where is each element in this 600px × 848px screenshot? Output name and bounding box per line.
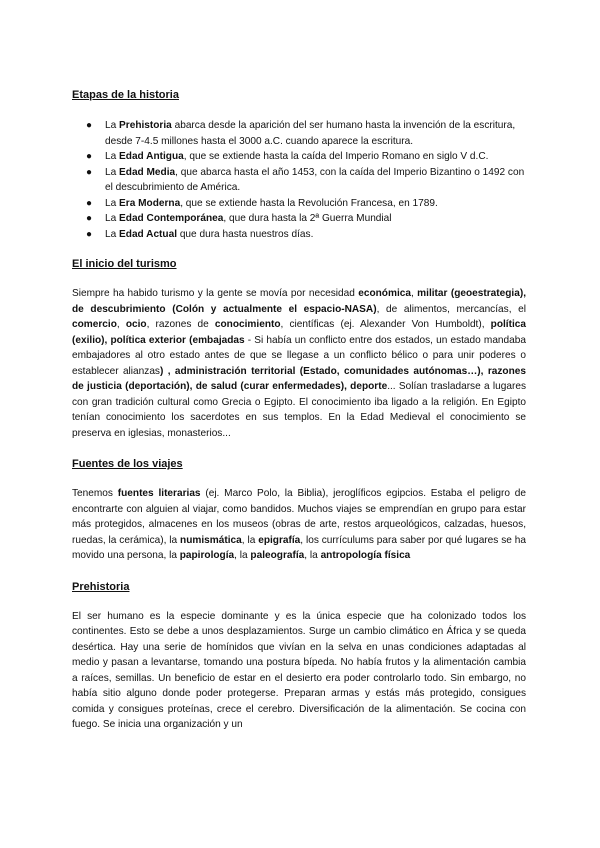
text-run: ... Solían trasladarse a lugares con gran tradición cultural como Grecia o Egipto. El conocimiento iba ligado a la religión. En Egipto tenían conocimiento los sacerdotes en sus templos. En la Edad Medieval el conocimiento se preserva en iglesias, monasterios... <box>72 381 526 439</box>
bullet-icon: ● <box>86 213 93 224</box>
bold-term: militar (geoestrategia), de descubrimiento (Colón y actualmente el espacio-NASA) <box>72 288 526 315</box>
bold-term: Prehistoria <box>119 120 172 131</box>
bold-term: paleografía <box>250 550 305 561</box>
bold-term: Edad Contemporánea <box>119 213 224 224</box>
text-run: , <box>116 319 126 330</box>
bold-term: política (exilio), política exterior (embajadas <box>72 319 526 346</box>
etapa-item <box>86 227 526 243</box>
text-run: , de alimentos, mercancías, el <box>376 303 526 315</box>
text-run: La <box>105 197 120 209</box>
etapa-item <box>86 196 526 212</box>
text-run: La <box>105 166 120 178</box>
etapas-list <box>86 118 526 242</box>
bold-term: económica <box>358 288 411 299</box>
text-run: abarca desde la aparición del ser humano hasta la invención de la escritura, desde 7-4.5 millones hasta el 3000 a.C. cuando aparece la escritura. <box>105 120 516 147</box>
heading-fuentes: Fuentes de los viajes <box>72 458 183 470</box>
text-run: La <box>105 151 120 162</box>
bullet-icon: ● <box>86 151 93 162</box>
text-run: , que se extiende hasta la Revolución Francesa, en 1789. <box>180 197 438 209</box>
text-run: Siempre ha habido turismo y la gente se movía por necesidad <box>72 288 359 299</box>
text-run: , que se extiende hasta la caída del Imperio Romano en siglo V d.C. <box>183 151 489 162</box>
text-run: , que dura hasta la 2ª Guerra Mundial <box>223 213 392 224</box>
text-run: , la <box>234 550 251 561</box>
bold-term: conocimiento <box>214 319 281 330</box>
bold-term: Edad Media <box>119 166 176 178</box>
text-run: que dura hasta nuestros días. <box>177 228 314 240</box>
bullet-icon: ● <box>86 120 93 131</box>
bold-term: comercio <box>72 319 117 330</box>
bold-term: papirología <box>179 550 235 561</box>
text-run: Tenemos <box>72 488 118 499</box>
heading-turismo: El inicio del turismo <box>72 258 177 270</box>
bold-term: Edad Antigua <box>119 151 184 162</box>
etapa-item <box>86 165 526 196</box>
text-run: , la <box>241 534 259 546</box>
bold-term: epigrafía <box>258 534 301 546</box>
bullet-icon: ● <box>86 228 93 240</box>
bullet-icon: ● <box>86 197 93 209</box>
fuentes-paragraph <box>72 486 526 564</box>
heading-etapas: Etapas de la historia <box>72 89 179 101</box>
text-run: - Si había un conflicto entre dos estados, un estado mandaba embajadores al otro estado antes de que se llegase a un conflicto bélico o para unir poderes o establecer alianzas <box>72 334 526 377</box>
document-page <box>72 86 526 733</box>
bold-term: Edad Actual <box>119 228 178 240</box>
heading-prehistoria: Prehistoria <box>72 580 130 593</box>
etapa-item <box>86 211 526 227</box>
text-run: La <box>105 120 120 131</box>
text-run: , <box>410 288 418 299</box>
bullet-icon: ● <box>86 166 93 178</box>
bold-term: antropología física <box>320 550 411 561</box>
text-run: , que abarca hasta el año 1453, con la caída del Imperio Bizantino o 1492 con el descubrimiento de América. <box>105 166 525 193</box>
text-run: , los currículums para saber por qué lugares se ha movido una persona, la <box>72 534 526 561</box>
bold-term: numismática <box>180 534 242 546</box>
text-run: , científicas (ej. Alexander Von Humboldt), <box>280 319 491 330</box>
etapa-item <box>86 149 526 165</box>
text-run: , la <box>304 550 321 561</box>
turismo-paragraph <box>72 286 526 441</box>
bold-term: ) , administración territorial (Estado, comunidades autónomas…), razones de justicia (deportación), de salud (curar enfermedades), deporte <box>72 365 526 392</box>
text-run: , razones de <box>146 319 215 330</box>
bold-term: fuentes literarias <box>117 488 201 499</box>
text-run: (ej. Marco Polo, la Biblia), jeroglíficos egipcios. Estaba el peligro de encontrarte con alguien al viajar, como bandidos. Muchos viajes se emprendían en grupo para estar más protegidos, almacenes en los museos (obras de arte, restos arqueológicos, calzadas, huesos, ruedas, la cerámica), la <box>72 488 526 546</box>
bold-term: ocio <box>125 319 147 330</box>
text-run: La <box>105 213 120 224</box>
text-run: La <box>105 228 120 240</box>
etapa-item <box>86 118 526 149</box>
prehistoria-paragraph: El ser humano es la especie dominante y es la única especie que ha colonizado todos los continentes. Esto se debe a unos desplazamientos. Surge un cambio climático en África y se queda desértica. Hay una serie de homínidos que vivían en la selva en unas condiciones adaptadas al medio y pasan a levantarse, tomando una postura bípeda. No había frutos y la alimentación cambia a raíces, semillas. Un beneficio de estar en el desierto era poder controlarlo todo. Sin embargo, no había sitio alguno donde poder protegerse. Preparan armas y estás más protegido, consigues comida y consigues proteínas, crece el cerebro. Diversificación de la alimentación. Se cocina con fuego. Se inicia una organización y un <box>72 610 526 730</box>
bold-term: Era Moderna <box>119 197 181 209</box>
